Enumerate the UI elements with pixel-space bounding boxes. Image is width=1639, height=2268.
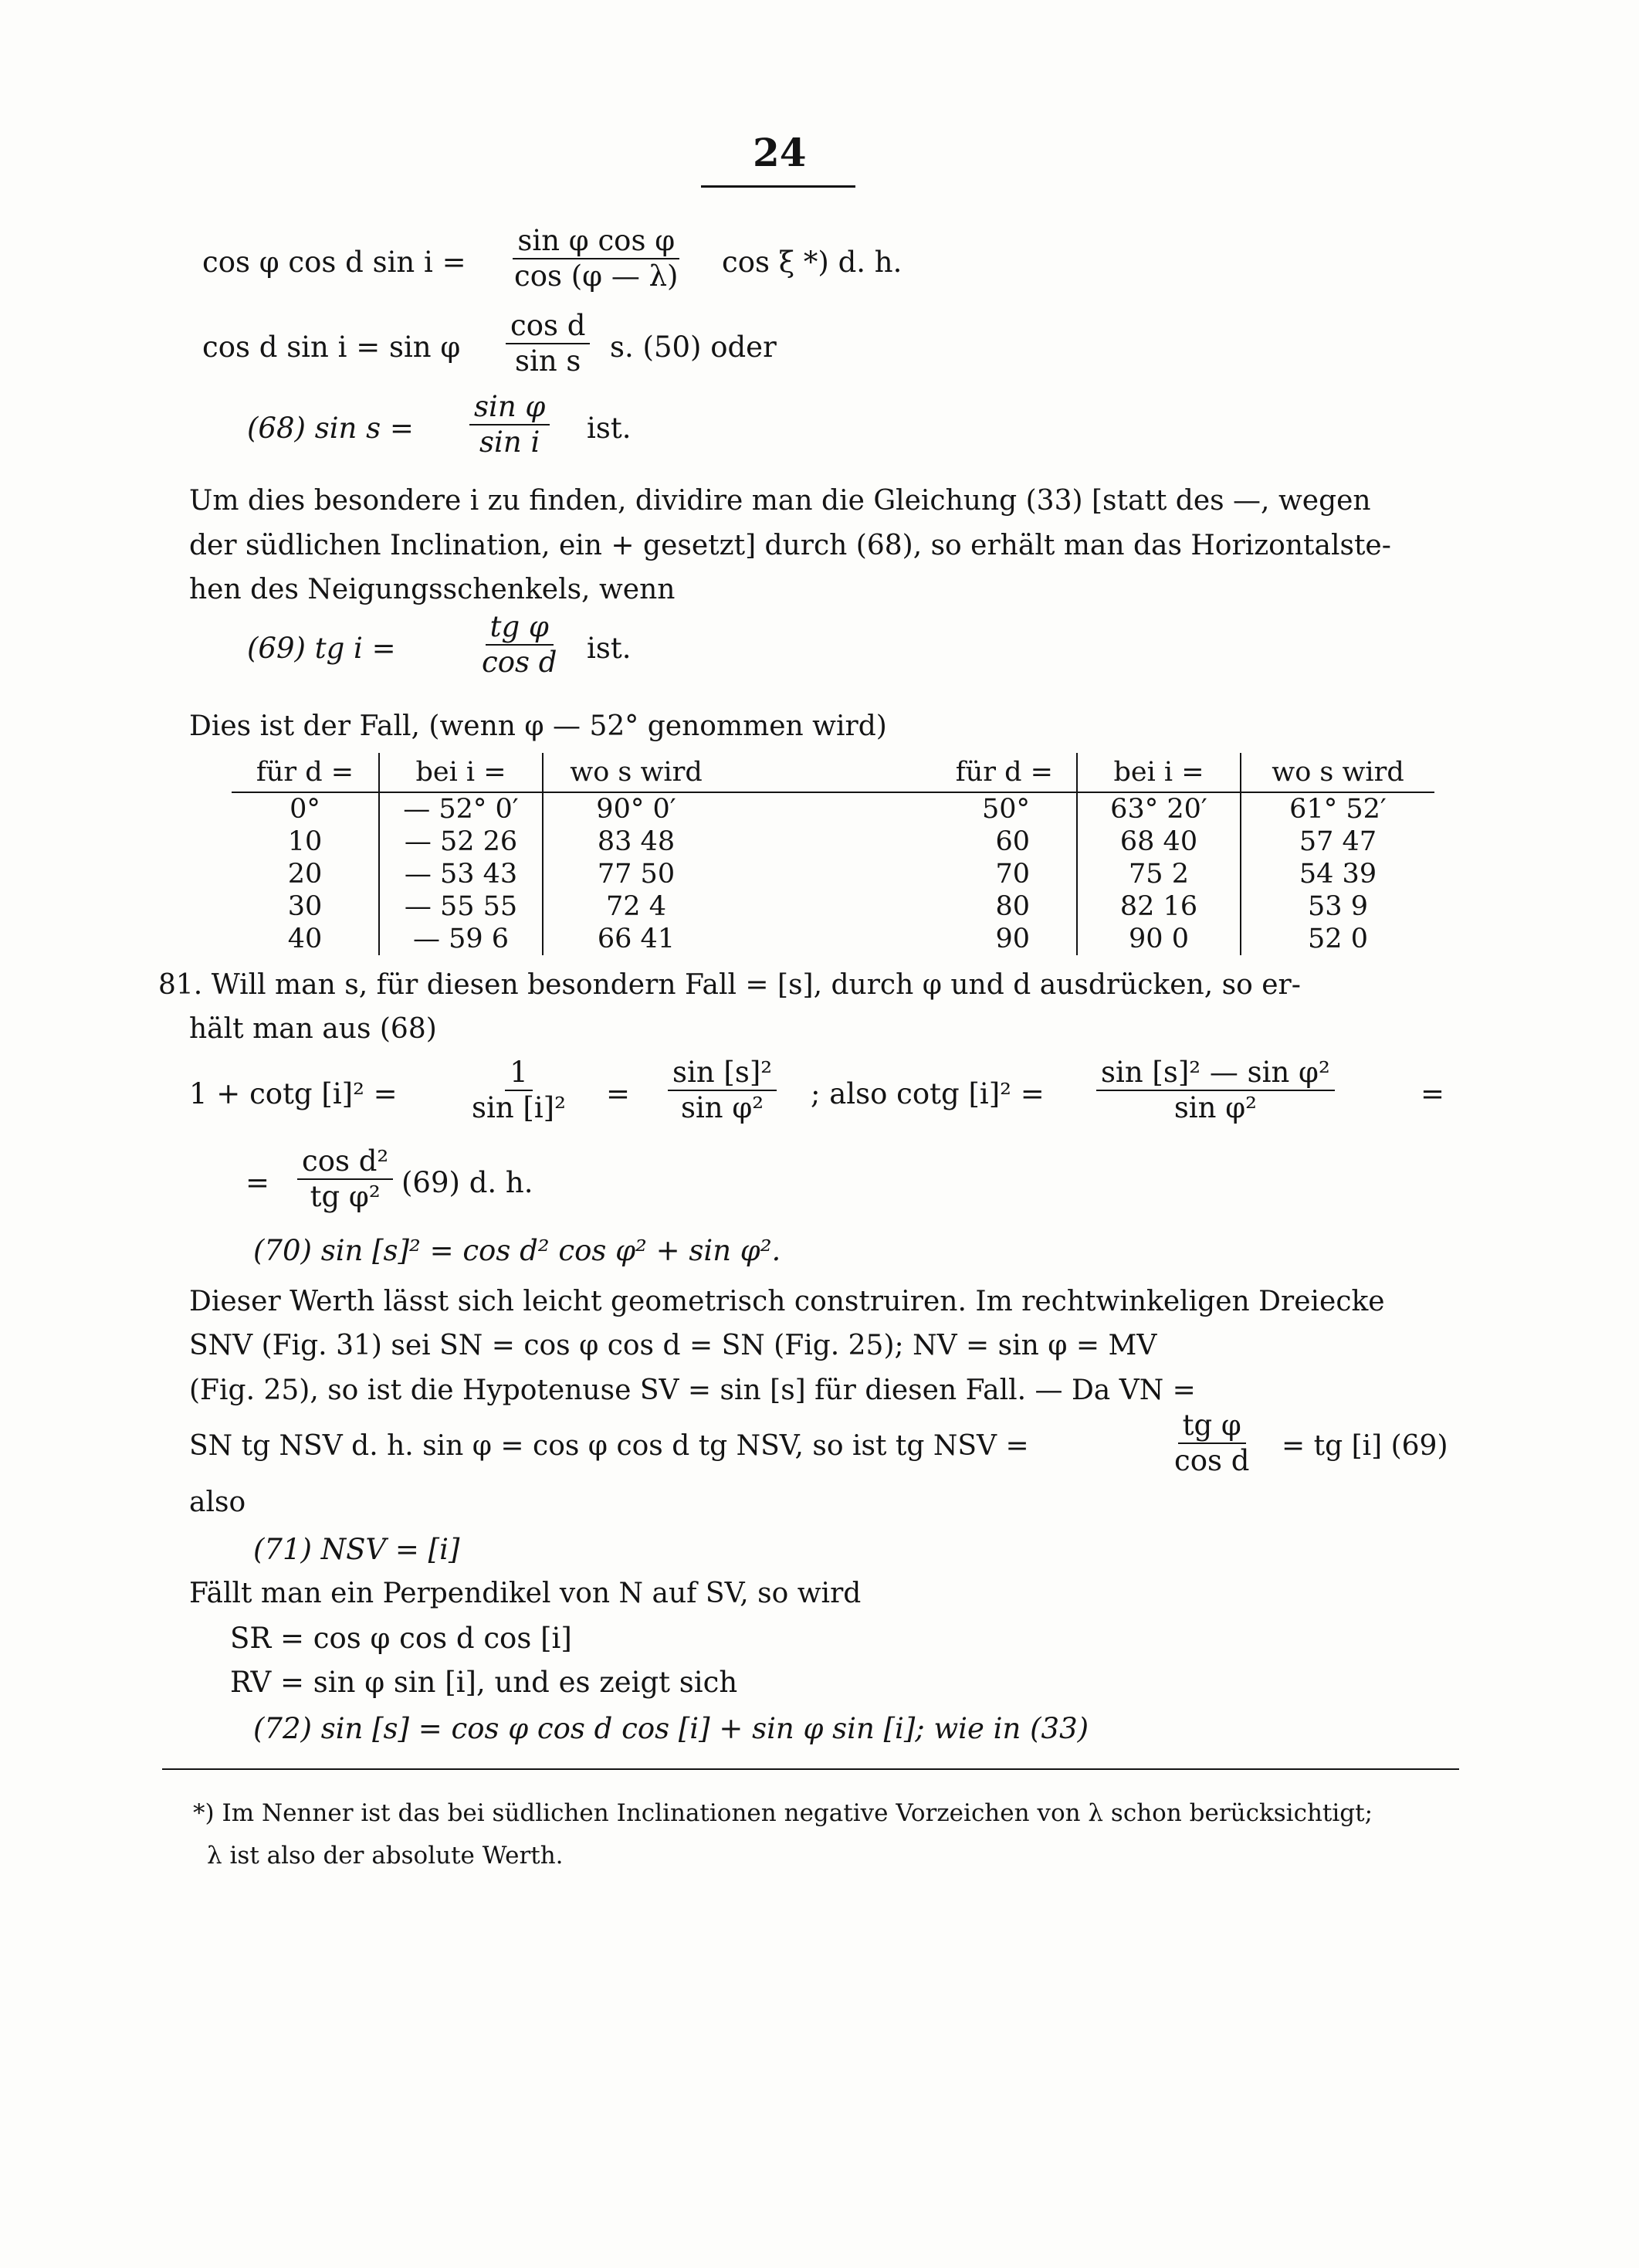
para1-line3: hen des Neigungsschenkels, wenn	[189, 574, 676, 605]
sec81-line1: 81. Will man s, für diesen besondern Fall = [s], durch φ und d ausdrücken, so er-	[158, 969, 1301, 1001]
eq68-fraction	[469, 390, 550, 459]
cell: 60	[995, 826, 1030, 857]
table-row	[232, 792, 1434, 825]
sec81-line2: hält man aus (68)	[189, 1013, 437, 1045]
cell: 66 41	[543, 923, 729, 955]
eqA-fraction2	[668, 1056, 777, 1125]
cell: 20	[287, 859, 323, 890]
para3: Fällt man ein Perpendikel von N auf SV, so wird	[189, 1578, 862, 1609]
footnote-line1: *) Im Nenner ist das bei südlichen Inclinationen negative Vorzeichen von λ schon berücksichtigt;	[193, 1799, 1373, 1827]
cell: — 53 43	[379, 858, 543, 890]
eqB-num: cos d²	[297, 1144, 393, 1180]
cell: 40	[287, 924, 323, 954]
sr-line: SR = cos φ cos d cos [i]	[230, 1622, 572, 1655]
eqA-mid: ; also cotg [i]² =	[811, 1077, 1045, 1110]
line1-den: cos (φ — λ)	[514, 259, 679, 293]
cell: 30	[287, 891, 323, 922]
footnote-line2: λ ist also der absolute Werth.	[207, 1842, 564, 1870]
line2-num: cos d	[506, 309, 590, 344]
rv-line: RV = sin φ sin [i], und es zeigt sich	[230, 1666, 738, 1699]
para2-line1: Dieser Werth lässt sich leicht geometrisch construiren. Im rechtwinkeligen Dreiecke	[189, 1286, 1385, 1317]
line2-fraction	[506, 309, 590, 378]
footnote-rule	[162, 1768, 1459, 1770]
table-intro: Dies ist der Fall, (wenn φ — 52° genommen wird)	[189, 710, 887, 742]
eqA-fraction1	[467, 1056, 571, 1125]
cell: — 52° 0′	[379, 792, 543, 825]
cell: 63° 20′	[1077, 792, 1241, 825]
eqB-lhs: =	[246, 1166, 270, 1199]
line-sn-num: tg φ	[1178, 1409, 1246, 1444]
table-row	[232, 858, 1434, 890]
eq71: (71) NSV = [i]	[253, 1533, 460, 1566]
cell: 90° 0′	[543, 792, 729, 825]
also-word: also	[189, 1487, 246, 1518]
cell: 61° 52′	[1241, 792, 1434, 825]
eqA-fraction3	[1096, 1056, 1335, 1125]
eqA-f1-den: sin [i]²	[472, 1091, 566, 1124]
eqB-fraction	[297, 1144, 393, 1214]
cell: 90	[995, 924, 1030, 954]
eqA-f3-den: sin φ²	[1173, 1091, 1257, 1124]
eq68-num: sin φ	[469, 390, 550, 425]
eqA-end: =	[1421, 1077, 1445, 1110]
page-number: 24	[753, 130, 807, 175]
line1-rhs: cos ξ *) d. h.	[722, 246, 902, 279]
eqA-lhs: 1 + cotg [i]² =	[189, 1077, 398, 1110]
line-sn-den: cos d	[1174, 1444, 1250, 1477]
cell: 50°	[981, 794, 1030, 825]
eq72: (72) sin [s] = cos φ cos d cos [i] + sin φ sin [i]; wie in (33)	[253, 1712, 1089, 1745]
eqA-f1-num: 1	[505, 1056, 533, 1091]
table-row	[232, 890, 1434, 923]
cell: 54 39	[1241, 858, 1434, 890]
cell: 10	[287, 826, 323, 857]
line-sn-fraction	[1170, 1409, 1254, 1478]
eq68-den: sin i	[479, 425, 540, 459]
eq69-den: cos d	[482, 646, 557, 679]
header-fuer-d-2: für d =	[729, 753, 1077, 792]
cell: 57 47	[1241, 825, 1434, 858]
cell: 83 48	[543, 825, 729, 858]
eq69-rhs: ist.	[587, 632, 632, 665]
cell: 0°	[290, 794, 320, 825]
eqB-den: tg φ²	[310, 1180, 381, 1213]
values-table	[232, 753, 1434, 955]
line-sn-lhs: SN tg NSV d. h. sin φ = cos φ cos d tg NSV, so ist tg NSV =	[189, 1430, 1029, 1462]
cell: 53 9	[1241, 890, 1434, 923]
eqA-f2-num: sin [s]²	[668, 1056, 777, 1091]
cell: 90 0	[1077, 923, 1241, 955]
para2-line3: (Fig. 25), so ist die Hypotenuse SV = sin [s] für diesen Fall. — Da VN =	[189, 1375, 1196, 1406]
eqB-rhs: (69) d. h.	[401, 1166, 533, 1199]
header-bei-i-2: bei i =	[1077, 753, 1241, 792]
eq69-num: tg φ	[486, 610, 554, 646]
table-header-row	[232, 753, 1434, 792]
eqA-f2-den: sin φ²	[680, 1091, 764, 1124]
line2-den: sin s	[515, 344, 581, 378]
line-sn-rhs: = tg [i] (69)	[1282, 1430, 1448, 1462]
para1-line2: der südlichen Inclination, ein + gesetzt] durch (68), so erhält man das Horizontalste-	[189, 530, 1391, 561]
cell: — 55 55	[379, 890, 543, 923]
eq69-label: (69) tg i =	[247, 632, 396, 665]
eq68-rhs: ist.	[587, 412, 632, 445]
header-bei-i-1: bei i =	[379, 753, 543, 792]
line2-lhs: cos d sin i = sin φ	[202, 331, 461, 364]
line2-rhs: s. (50) oder	[610, 331, 777, 364]
cell: — 59 6	[379, 923, 543, 955]
cell: 72 4	[543, 890, 729, 923]
cell: 80	[995, 891, 1030, 922]
cell: 70	[995, 859, 1030, 890]
cell: 82 16	[1077, 890, 1241, 923]
line1-fraction	[510, 224, 683, 293]
eq70: (70) sin [s]² = cos d² cos φ² + sin φ².	[253, 1234, 781, 1267]
eq69-fraction	[477, 610, 561, 680]
header-wo-s-2: wo s wird	[1241, 753, 1434, 792]
para2-line2: SNV (Fig. 31) sei SN = cos φ cos d = SN (Fig. 25); NV = sin φ = MV	[189, 1330, 1157, 1361]
header-fuer-d-1: für d =	[232, 753, 379, 792]
cell: — 52 26	[379, 825, 543, 858]
para1-line1: Um dies besondere i zu finden, dividire man die Gleichung (33) [statt des —, wegen	[189, 485, 1371, 517]
table-row	[232, 923, 1434, 955]
header-wo-s-1: wo s wird	[543, 753, 729, 792]
eqA-f3-num: sin [s]² — sin φ²	[1096, 1056, 1335, 1091]
page-number-rule	[701, 185, 855, 188]
line1-num: sin φ cos φ	[513, 224, 679, 259]
cell: 52 0	[1241, 923, 1434, 955]
eq68-label: (68) sin s =	[247, 412, 414, 445]
table-row	[232, 825, 1434, 858]
eqA-eq: =	[606, 1077, 631, 1110]
cell: 77 50	[543, 858, 729, 890]
cell: 75 2	[1077, 858, 1241, 890]
cell: 68 40	[1077, 825, 1241, 858]
line1-lhs: cos φ cos d sin i =	[202, 246, 466, 279]
